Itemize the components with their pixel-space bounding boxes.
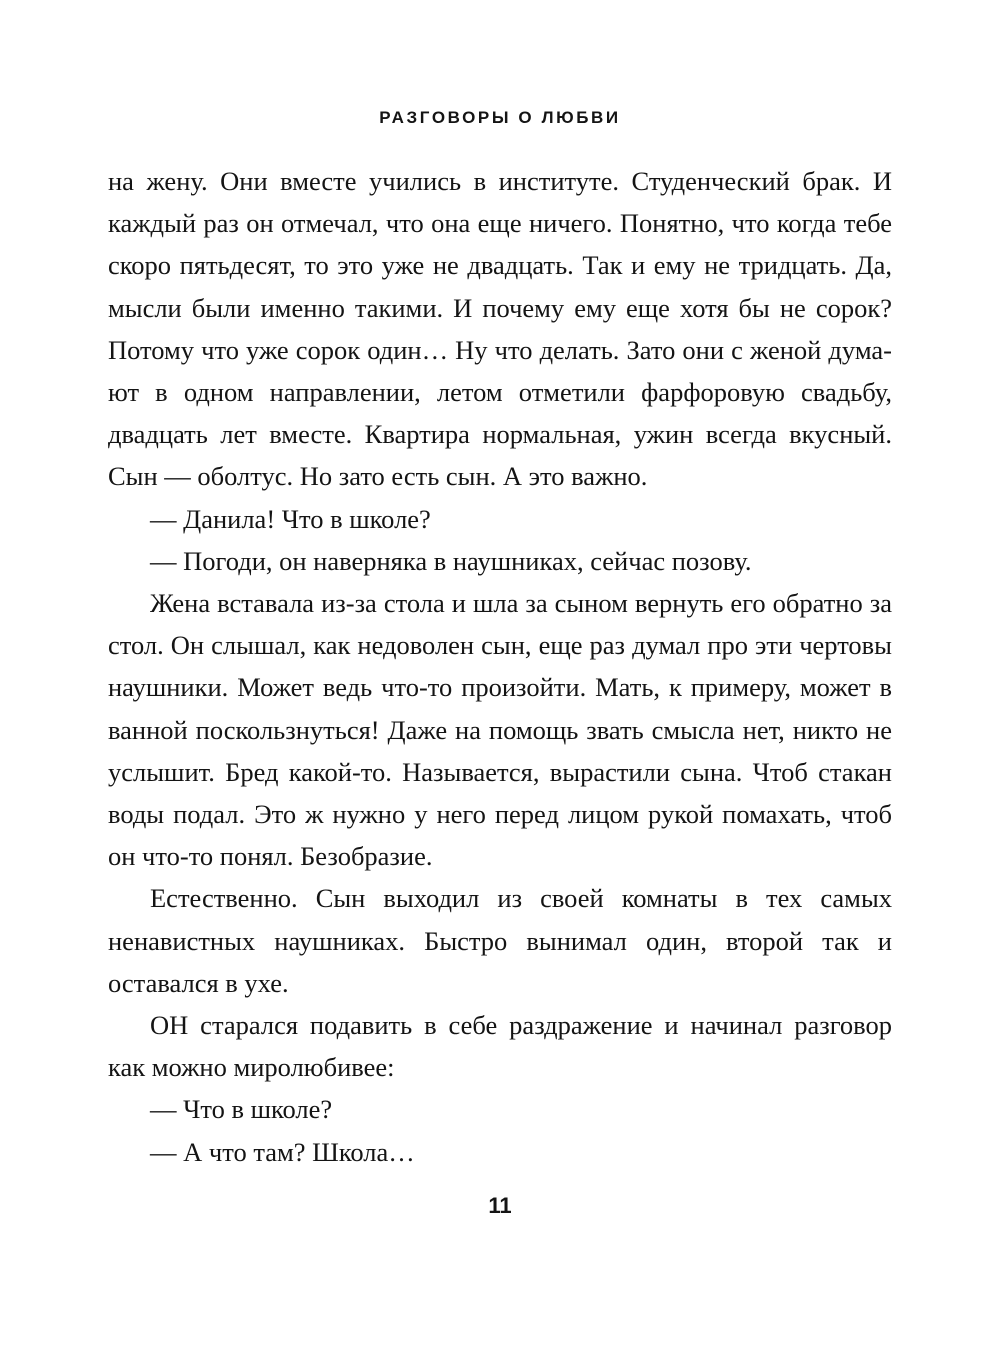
paragraph: — Данила! Что в школе? [150,503,431,534]
paragraph: на жену. Они вместе учились в институте. Студенческий брак. И каждый раз он отмечал, что она еще ничего. Понятно, что когда тебе скоро пятьдесят, то это уже не двадцать. Так и ему не тридцать. Да, мысли были именно такими. И почему ему еще хотя бы не сорок? Потому что уже сорок один… Ну что делать. Зато они с женой думают в одном направлении, летом отметили фарфоровую свадьбу, двадцать лет вместе. Квартира нормальная, ужин всегда вкусный. Сын — оболтус. Но зато есть сын. А это важно. [108,166,892,492]
paragraph: ОН старался подавить в себе раздражение и начинал разговор как можно миролюбивее: [108,1010,892,1083]
paragraph: — А что там? Школа… [150,1136,415,1167]
paragraph: — Что в школе? [150,1094,333,1125]
paragraph: Естественно. Сын выходил из своей комнаты в тех самых ненавистных наушниках. Быстро вынимал один, второй так и оставался в ухе. [108,883,892,998]
body-text [108,160,892,1173]
page-number: 11 [488,1193,512,1218]
paragraph: Жена вставала из-за стола и шла за сыном вернуть его обратно за стол. Он слышал, как недоволен сын, еще раз думал про эти чертовы наушники. Может ведь что-то произойти. Мать, к примеру, может в ванной поскользнуться! Даже на помощь звать смысла нет, никто не услышит. Бред какой-то. Называется, вырастили сына. Чтоб стакан воды подал. Это ж нужно у него перед лицом рукой помахать, чтоб он что-то понял. Безобразие. [108,588,892,872]
running-head: РАЗГОВОРЫ О ЛЮБВИ [379,108,621,127]
paragraph: — Погоди, он наверняка в наушниках, сейчас позову. [150,545,752,576]
